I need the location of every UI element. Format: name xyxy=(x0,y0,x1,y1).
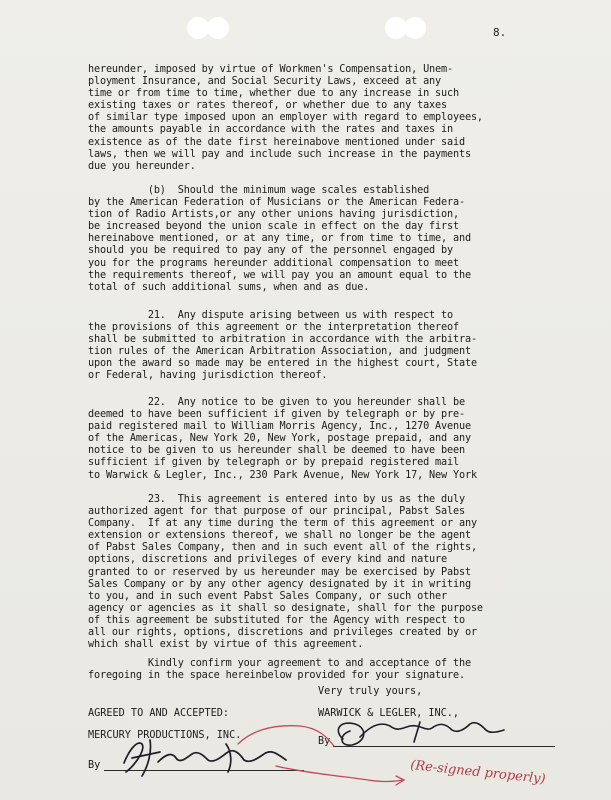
text-line: 22. Any notice to be given to you hereunder shall be xyxy=(88,397,465,408)
text-line: granted to or reserved by us hereunder may be exercised by Pabst xyxy=(88,566,471,578)
text-line: sufficient if given by telegraph or by prepaid registered mail xyxy=(88,457,459,469)
text-line: the requirements thereof, we will pay you an amount equal to the xyxy=(88,269,471,281)
text-line: time or from time to time, whether due to any increase in such xyxy=(88,88,459,100)
text-line: agency or agencies as it shall so designate, shall for the purpose xyxy=(88,602,483,614)
text-line: shall be submitted to arbitration in accordance with the arbitra- xyxy=(88,334,477,346)
text-line: hereunder, imposed by virtue of Workmen's Compensation, Unem- xyxy=(88,64,453,75)
agreed-label: AGREED TO AND ACCEPTED: xyxy=(88,708,230,719)
by-left-label: By xyxy=(88,760,101,771)
text-line: deemed to have been sufficient if given by telegraph or by pre- xyxy=(88,409,465,421)
signature-left xyxy=(124,740,286,776)
text-line: to you, and in such event Pabst Sales Company, or such other xyxy=(88,590,448,602)
text-line: the amounts payable in accordance with the rates and taxes in xyxy=(88,124,453,136)
text-line: Kindly confirm your agreement to and acceptance of the xyxy=(88,658,471,669)
handwritten-note: (Re-signed properly) xyxy=(409,757,547,788)
text-line: foregoing in the space hereinbelow provided for your signature. xyxy=(88,670,465,682)
text-line: which shall exist by virtue of this agreement. xyxy=(88,639,364,651)
text-line: all our rights, options, discretions and privileges created by or xyxy=(88,627,477,639)
text-line: total of such additional sums, when and as due. xyxy=(88,281,370,293)
text-line: be increased beyond the union scale in effect on the day first xyxy=(88,221,459,233)
text-line: 23. This agreement is entered into by us as the duly xyxy=(88,494,465,505)
page-number: 8. xyxy=(493,26,507,39)
closing-text: Very truly yours, xyxy=(318,686,423,697)
text-line: should you be required to pay any of the personnel engaged by xyxy=(88,245,453,257)
text-line: of similar type imposed upon an employer with regard to employees, xyxy=(88,112,483,124)
text-line: you for the programs hereunder additional compensation to meet xyxy=(88,257,459,269)
text-line: extension or extensions thereof, we shall no longer be the agent xyxy=(88,530,471,542)
text-line: tion of Radio Artists,or any other unions having jurisdiction, xyxy=(88,209,459,221)
text-line: notice to be given to us hereunder shall be deemed to have been xyxy=(88,445,465,457)
company-left: MERCURY PRODUCTIONS, INC. xyxy=(88,730,242,741)
text-line: by the American Federation of Musicians or the American Federa- xyxy=(88,197,465,209)
text-line: the provisions of this agreement or the interpretation thereof xyxy=(88,322,459,334)
text-line: (b) Should the minimum wage scales established xyxy=(88,185,430,196)
text-line: 21. Any dispute arising between us with respect to xyxy=(88,310,453,321)
by-right-label: By xyxy=(318,736,331,747)
company-right: WARWICK & LEGLER, INC., xyxy=(318,708,460,719)
text-line: existence as of the date first hereinabove mentioned under said xyxy=(88,136,465,148)
text-line: Sales Company or by any other agency designated by it in writing xyxy=(88,578,471,590)
text-line: to Warwick & Legler, Inc., 230 Park Avenue, New York 17, New York xyxy=(88,469,477,481)
text-line: hereinabove mentioned, or at any time, or from time to time, and xyxy=(88,233,471,245)
text-line: tion rules of the American Arbitration Association, and judgment xyxy=(88,346,471,358)
text-line: upon the award so made may be entered in the highest court, State xyxy=(88,358,477,370)
text-line: ployment Insurance, and Social Security Laws, exceed at any xyxy=(88,76,442,88)
text-line: of this agreement be substituted for the Agency with respect to xyxy=(88,614,465,626)
text-line: existing taxes or rates thereof, or whether due to any taxes xyxy=(88,100,448,112)
text-line: of Pabst Sales Company, then and in such event all of the rights, xyxy=(88,542,477,554)
text-line: laws, then we will pay and include such increase in the payments xyxy=(88,148,471,160)
text-line: options, discretions and privileges of every kind and nature xyxy=(88,554,448,566)
text-line: authorized agent for that purpose of our principal, Pabst Sales xyxy=(88,506,465,518)
text-line: paid registered mail to William Morris Agency, Inc., 1270 Avenue xyxy=(88,421,471,433)
text-line: or Federal, having jurisdiction thereof. xyxy=(88,370,328,382)
signature-right xyxy=(338,722,504,745)
text-line: of the Americas, New York 20, New York, postage prepaid, and any xyxy=(88,433,471,445)
text-line: Company. If at any time during the term of this agreement or any xyxy=(88,518,477,530)
text-line: due you hereunder. xyxy=(88,160,196,172)
